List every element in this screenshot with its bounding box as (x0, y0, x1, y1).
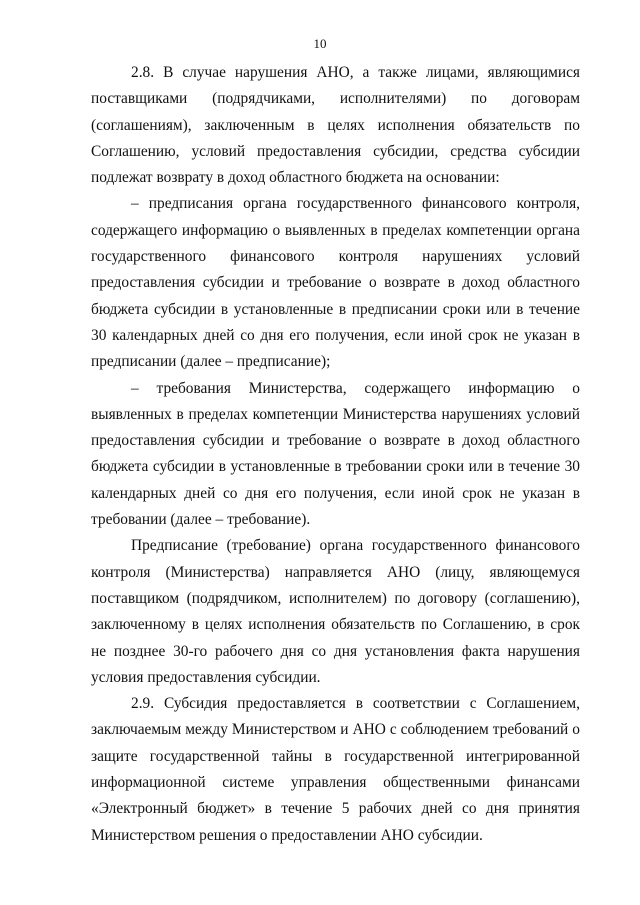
paragraph-prescription-item: – предписания органа государственного финансового контроля, содержащего информацию о выявленных в пределах компетенции органа государственного финансового контроля нарушениях условий предоставления субсидии и требование о возврате в доход областного бюджета субсидии в установленные в предписании сроки или в течение 30 календарных дней со дня его получения, если иной срок не указан в предписании (далее – предписание); (91, 195, 580, 371)
paragraph-2-8: 2.8. В случае нарушения АНО, а также лицами, являющимися поставщиками (подрядчиками, исполнителями) по договорам (соглашениям), заключенным в целях исполнения обязательств по Соглашению, условий предоставления субсидии, средства субсидии подлежат возврату в доход областного бюджета на основании: (91, 64, 580, 187)
paragraph-requirement-item: – требования Министерства, содержащего информацию о выявленных в пределах компетенции Министерства нарушениях условий предоставления субсидии и требование о возврате в доход областного бюджета субсидии в установленные в требовании сроки или в течение 30 календарных дней со дня его получения, если иной срок не указан в требовании (далее – требование). (91, 379, 580, 529)
paragraph-2-9: 2.9. Субсидия предоставляется в соответствии с Соглашением, заключаемым между Министерством и АНО с соблюдением требований о защите государственной тайны в государственной интегрированной информационной системе управления общественными финансами «Электронный бюджет» в течение 5 рабочих дней со дня принятия Министерством решения о предоставлении АНО субсидии. (91, 695, 580, 844)
page-number: 10 (313, 36, 327, 51)
document-body (91, 60, 580, 849)
paragraph-prescription-delivery: Предписание (требование) органа государственного финансового контроля (Министерства) направляется АНО (лицу, являющемуся поставщиком (подрядчиком, исполнителем) по договору (соглашению), заключенному в целях исполнения обязательств по Соглашению, в срок не позднее 30-го рабочего дня со дня установления факта нарушения условия предоставления субсидии. (91, 537, 580, 686)
